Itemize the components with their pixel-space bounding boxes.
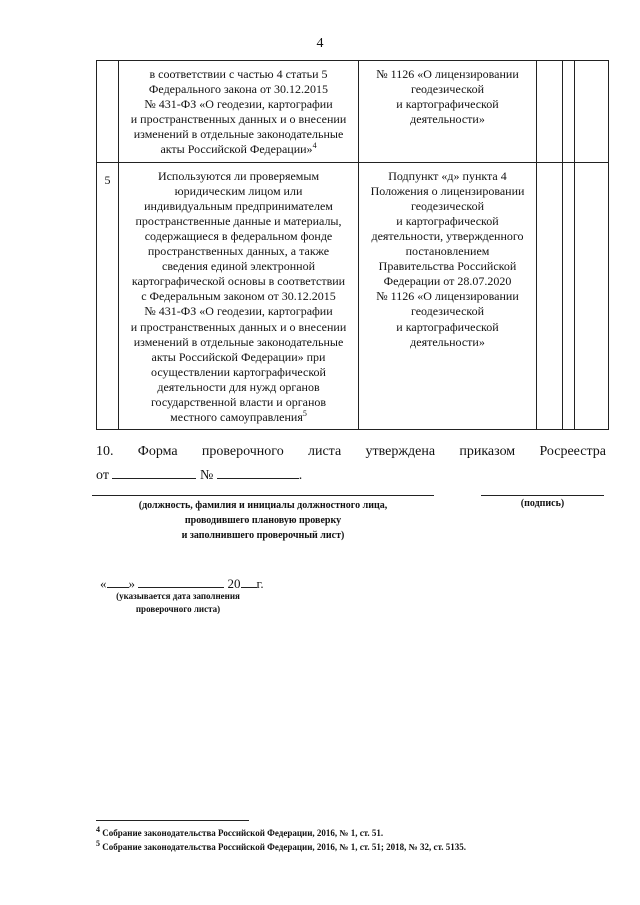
footnote-4	[96, 825, 616, 838]
paragraph-word: проверочного	[201, 444, 284, 459]
day-field[interactable]	[107, 573, 129, 588]
answer-cell-yes[interactable]	[537, 162, 563, 430]
order-number-field[interactable]	[217, 464, 299, 479]
checklist-table	[96, 60, 609, 430]
footnote-mark: 5	[96, 839, 100, 848]
footnote-5	[96, 839, 616, 852]
answer-cell-no[interactable]	[563, 61, 575, 163]
answer-cell-na[interactable]	[575, 162, 609, 430]
year-suffix: г.	[256, 576, 264, 591]
footnote-separator	[96, 820, 249, 821]
date-note: (указывается дата заполнения проверочного листа)	[116, 591, 240, 614]
question-text: Используются ли проверяемым юридическим лицом или индивидуальным предпринимателем пространственные данные и материалы, содержащиеся в федеральном фонде пространственных данных, а также сведения единой электронной картографической основы в соответствии с Федеральным законом от 30.12.2015 № 431-ФЗ «О геодезии, картографии и пространственных данных и о внесении изменений в отдельные законодательные акты Российской Федерации» при осуществлении картографической деятельности для нужд органов государственной власти и органов местного самоуправления	[130, 168, 347, 425]
paragraph-number: 10.	[96, 444, 114, 459]
table-row	[97, 162, 609, 430]
question-text: в соответствии с частью 4 статьи 5 Федерального закона от 30.12.2015 № 431-ФЗ «О геодезии, картографии и пространственных данных и о внесении изменений в отдельные законодательные акты Российской Федерации»	[130, 67, 347, 157]
footnote-ref: 4	[312, 141, 317, 151]
reference-cell	[359, 162, 537, 430]
paragraph-word: приказом	[459, 444, 516, 459]
paragraph-word: Росреестра	[539, 444, 606, 459]
reference-cell	[359, 61, 537, 163]
footnote-text: Собрание законодательства Российской Федерации, 2016, № 1, ст. 51; 2018, № 32, ст. 5135.	[102, 842, 466, 852]
paragraph-word: листа	[307, 444, 342, 459]
official-caption: (должность, фамилия и инициалы должностного лица, проводившего плановую проверку и заполнившего проверочный лист)	[138, 500, 388, 541]
number-sign: №	[199, 468, 214, 483]
row-number: 5	[97, 162, 119, 430]
answer-cell-na[interactable]	[575, 61, 609, 163]
answer-cell-no[interactable]	[563, 162, 575, 430]
signature-caption: (подпись)	[520, 498, 565, 509]
question-cell	[119, 162, 359, 430]
year-field[interactable]	[241, 573, 257, 588]
reference-text: № 1126 «О лицензировании геодезической и картографической деятельности»	[376, 67, 519, 127]
paragraph-10-line-1	[96, 444, 606, 460]
from-label: от	[96, 468, 109, 483]
signature-line[interactable]	[481, 495, 604, 496]
sentence-end: .	[298, 468, 303, 483]
order-date-field[interactable]	[112, 464, 196, 479]
paragraph-10-line-2	[96, 464, 606, 484]
open-quote: «	[100, 576, 107, 591]
page-number: 4	[316, 36, 324, 51]
row-number	[97, 61, 119, 163]
close-quote: »	[128, 576, 135, 591]
footnote-mark: 4	[96, 825, 100, 834]
paragraph-word: утверждена	[365, 444, 436, 459]
footnote-text: Собрание законодательства Российской Федерации, 2016, № 1, ст. 51.	[102, 828, 384, 838]
year-prefix: 20	[227, 576, 241, 591]
table-row	[97, 61, 609, 163]
answer-cell-yes[interactable]	[537, 61, 563, 163]
reference-text: Подпункт «д» пункта 4 Положения о лицензировании геодезической и картографической деятельности, утвержденного постановлением Правительства Российской Федерации от 28.07.2020 № 1126 «О лицензировании геодезической и картографической деятельности»	[370, 168, 525, 349]
month-field[interactable]	[138, 573, 224, 588]
paragraph-word: Форма	[137, 444, 178, 459]
question-cell	[119, 61, 359, 163]
official-name-line[interactable]	[92, 495, 434, 496]
footnote-ref: 5	[302, 409, 307, 419]
